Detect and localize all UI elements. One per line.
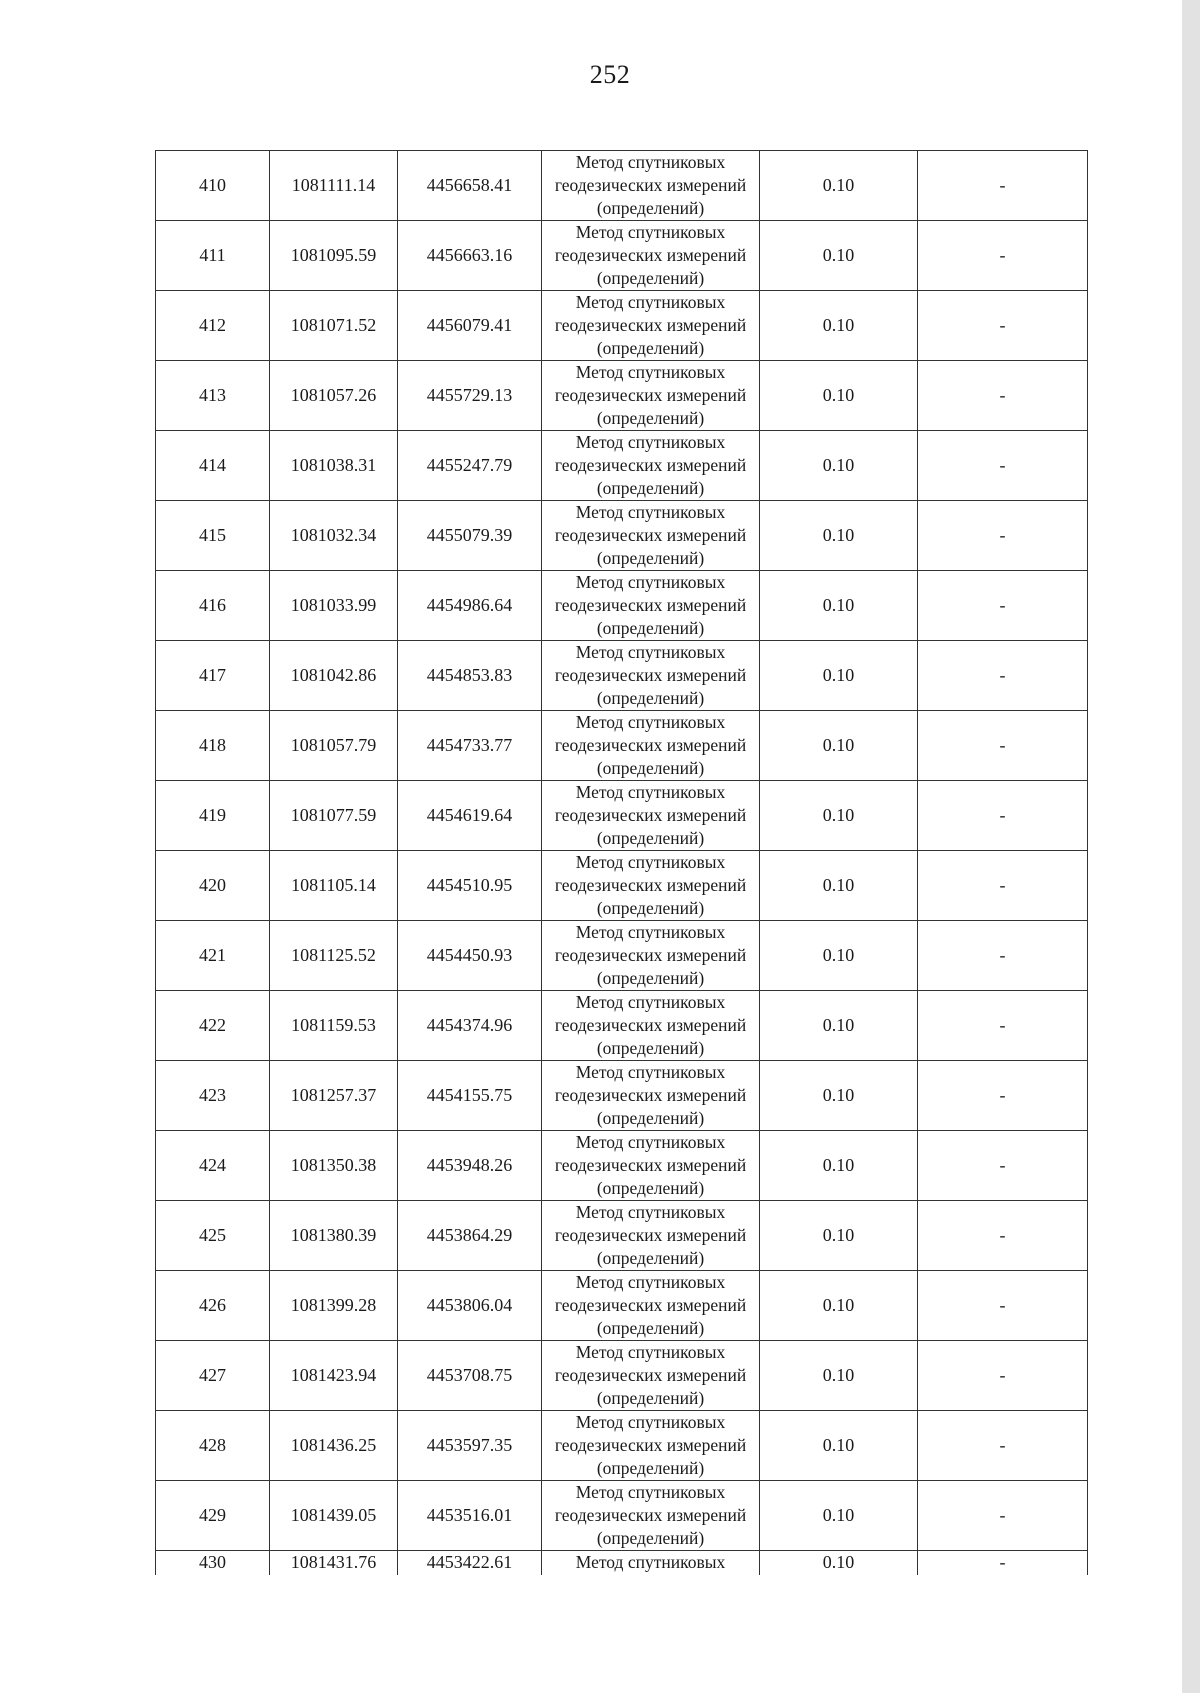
- point-number-cell: 420: [156, 851, 270, 921]
- table-row: [156, 1131, 1088, 1201]
- point-number-cell: 428: [156, 1411, 270, 1481]
- method-cell: Метод спутниковых: [542, 1551, 760, 1575]
- coordinate-x-cell: 1081105.14: [270, 851, 398, 921]
- method-text-line3: (определений): [596, 828, 705, 848]
- method-text-line2: геодезических измерений: [554, 595, 747, 615]
- method-text-line3: (определений): [596, 1108, 705, 1128]
- coordinate-y-cell: 4453708.75: [398, 1341, 542, 1411]
- description-cell: -: [918, 1201, 1088, 1271]
- coordinate-y-cell: 4453806.04: [398, 1271, 542, 1341]
- coordinate-x-cell: 1081095.59: [270, 221, 398, 291]
- method-text-line3: (определений): [596, 1458, 705, 1478]
- method-text-line2: геодезических измерений: [554, 1365, 747, 1385]
- description-cell: -: [918, 1271, 1088, 1341]
- coordinate-y-cell: 4454450.93: [398, 921, 542, 991]
- point-number-cell: 425: [156, 1201, 270, 1271]
- method-text-line1: Метод спутниковых: [575, 1482, 726, 1502]
- coordinate-y-cell: 4454733.77: [398, 711, 542, 781]
- method-text-line2: геодезических измерений: [554, 1225, 747, 1245]
- accuracy-cell: 0.10: [760, 641, 918, 711]
- method-cell: [542, 221, 760, 291]
- method-cell: [542, 1341, 760, 1411]
- point-number-cell: 419: [156, 781, 270, 851]
- method-text-line3: (определений): [596, 618, 705, 638]
- method-text-line1: Метод спутниковых: [575, 152, 726, 172]
- description-cell: -: [918, 1411, 1088, 1481]
- accuracy-cell: 0.10: [760, 151, 918, 221]
- point-number-cell: 414: [156, 431, 270, 501]
- description-cell: -: [918, 991, 1088, 1061]
- method-cell: [542, 1411, 760, 1481]
- table-row: [156, 1201, 1088, 1271]
- accuracy-cell: 0.10: [760, 1061, 918, 1131]
- description-cell: -: [918, 361, 1088, 431]
- point-number-cell: 424: [156, 1131, 270, 1201]
- method-text-line3: (определений): [596, 688, 705, 708]
- point-number-cell: 411: [156, 221, 270, 291]
- method-text-line1: Метод спутниковых: [575, 1272, 726, 1292]
- description-cell: -: [918, 151, 1088, 221]
- coordinate-x-cell: 1081423.94: [270, 1341, 398, 1411]
- table-row: [156, 921, 1088, 991]
- description-cell: -: [918, 851, 1088, 921]
- method-text-line2: геодезических измерений: [554, 245, 747, 265]
- method-text-line3: (определений): [596, 1318, 705, 1338]
- table-row: [156, 571, 1088, 641]
- method-cell: [542, 501, 760, 571]
- coordinate-y-cell: 4456079.41: [398, 291, 542, 361]
- method-cell: [542, 851, 760, 921]
- accuracy-cell: 0.10: [760, 991, 918, 1061]
- coordinate-x-cell: 1081439.05: [270, 1481, 398, 1551]
- table-row-partial: [156, 1551, 1088, 1575]
- coordinate-x-cell: 1081159.53: [270, 991, 398, 1061]
- table-row: [156, 291, 1088, 361]
- description-cell: -: [918, 1481, 1088, 1551]
- method-text-line1: Метод спутниковых: [575, 1202, 726, 1222]
- coordinate-x-cell: 1081057.26: [270, 361, 398, 431]
- method-text-line3: (определений): [596, 758, 705, 778]
- coordinate-y-cell: 4455247.79: [398, 431, 542, 501]
- table-row: [156, 1341, 1088, 1411]
- accuracy-cell: 0.10: [760, 361, 918, 431]
- coordinate-x-cell: 1081042.86: [270, 641, 398, 711]
- description-cell: -: [918, 571, 1088, 641]
- coordinates-table: [155, 150, 1088, 1575]
- method-text-line2: геодезических измерений: [554, 315, 747, 335]
- method-text-line2: геодезических измерений: [554, 1505, 747, 1525]
- method-text-line2: геодезических измерений: [554, 945, 747, 965]
- coordinate-x-cell: 1081032.34: [270, 501, 398, 571]
- method-text-line2: геодезических измерений: [554, 175, 747, 195]
- description-cell: -: [918, 291, 1088, 361]
- coordinate-y-cell: 4455729.13: [398, 361, 542, 431]
- table-row: [156, 431, 1088, 501]
- coordinate-y-cell: 4453864.29: [398, 1201, 542, 1271]
- method-text-line3: (определений): [596, 1038, 705, 1058]
- table-row: [156, 221, 1088, 291]
- method-text-line3: (определений): [596, 1178, 705, 1198]
- coordinate-x-cell: 1081380.39: [270, 1201, 398, 1271]
- method-text-line2: геодезических измерений: [554, 1295, 747, 1315]
- table-row: [156, 1411, 1088, 1481]
- point-number-cell: 417: [156, 641, 270, 711]
- point-number-cell: 410: [156, 151, 270, 221]
- method-text-line3: (определений): [596, 408, 705, 428]
- method-cell: [542, 291, 760, 361]
- method-text-line1: Метод спутниковых: [575, 502, 726, 522]
- coordinate-x-cell: 1081038.31: [270, 431, 398, 501]
- point-number-cell: 426: [156, 1271, 270, 1341]
- coordinate-y-cell: 4454853.83: [398, 641, 542, 711]
- description-cell: -: [918, 1551, 1088, 1575]
- coordinate-y-cell: 4454155.75: [398, 1061, 542, 1131]
- page-number: 252: [589, 60, 631, 89]
- coordinate-x-cell: 1081350.38: [270, 1131, 398, 1201]
- method-cell: [542, 1201, 760, 1271]
- description-cell: -: [918, 711, 1088, 781]
- method-text-line2: геодезических измерений: [554, 455, 747, 475]
- description-cell: -: [918, 1341, 1088, 1411]
- scan-edge-strip: [1182, 0, 1200, 1693]
- description-cell: -: [918, 1131, 1088, 1201]
- coordinate-y-cell: 4454619.64: [398, 781, 542, 851]
- method-text-line2: геодезических измерений: [554, 735, 747, 755]
- method-text-line1: Метод спутниковых: [575, 782, 726, 802]
- accuracy-cell: 0.10: [760, 781, 918, 851]
- table-row: [156, 851, 1088, 921]
- coordinate-y-cell: 4454986.64: [398, 571, 542, 641]
- description-cell: -: [918, 781, 1088, 851]
- method-cell: [542, 1481, 760, 1551]
- coordinate-y-cell: 4453422.61: [398, 1551, 542, 1575]
- method-text-line3: (определений): [596, 898, 705, 918]
- method-cell: [542, 781, 760, 851]
- coordinate-y-cell: 4454374.96: [398, 991, 542, 1061]
- method-text-line2: геодезических измерений: [554, 385, 747, 405]
- method-text-line1: Метод спутниковых: [575, 1132, 726, 1152]
- point-number-cell: 422: [156, 991, 270, 1061]
- method-text-line2: геодезических измерений: [554, 1435, 747, 1455]
- method-text-line1: Метод спутниковых: [575, 1342, 726, 1362]
- coordinate-y-cell: 4454510.95: [398, 851, 542, 921]
- method-cell: [542, 711, 760, 781]
- method-text-line2: геодезических измерений: [554, 1155, 747, 1175]
- method-text-line3: (определений): [596, 268, 705, 288]
- description-cell: -: [918, 501, 1088, 571]
- table-row: [156, 501, 1088, 571]
- method-text-line1: Метод спутниковых: [575, 992, 726, 1012]
- method-text-line1: Метод спутниковых: [575, 432, 726, 452]
- accuracy-cell: 0.10: [760, 1131, 918, 1201]
- method-text-line3: (определений): [596, 338, 705, 358]
- coordinate-x-cell: 1081033.99: [270, 571, 398, 641]
- method-text-line2: геодезических измерений: [554, 1015, 747, 1035]
- method-text-line1: Метод спутниковых: [575, 712, 726, 732]
- method-cell: [542, 1131, 760, 1201]
- method-text-line2: геодезических измерений: [554, 1085, 747, 1105]
- method-text-line3: (определений): [596, 198, 705, 218]
- method-cell: [542, 1061, 760, 1131]
- method-text-line1: Метод спутниковых: [575, 222, 726, 242]
- method-cell: [542, 1271, 760, 1341]
- accuracy-cell: 0.10: [760, 291, 918, 361]
- method-text-line1: Метод спутниковых: [575, 922, 726, 942]
- coordinate-x-cell: 1081071.52: [270, 291, 398, 361]
- method-text-line2: геодезических измерений: [554, 875, 747, 895]
- method-text-line2: геодезических измерений: [554, 805, 747, 825]
- method-text-line1: Метод спутниковых: [575, 1412, 726, 1432]
- method-cell: [542, 921, 760, 991]
- table-row: [156, 1481, 1088, 1551]
- accuracy-cell: 0.10: [760, 1411, 918, 1481]
- accuracy-cell: 0.10: [760, 501, 918, 571]
- method-text-line1: Метод спутниковых: [575, 852, 726, 872]
- point-number-cell: 412: [156, 291, 270, 361]
- coordinate-x-cell: 1081257.37: [270, 1061, 398, 1131]
- method-cell: [542, 431, 760, 501]
- point-number-cell: 429: [156, 1481, 270, 1551]
- table-row: [156, 781, 1088, 851]
- coordinate-x-cell: 1081057.79: [270, 711, 398, 781]
- coordinate-x-cell: 1081111.14: [270, 151, 398, 221]
- method-text-line3: (определений): [596, 1528, 705, 1548]
- method-text-line1: Метод спутниковых: [575, 292, 726, 312]
- coordinate-y-cell: 4453597.35: [398, 1411, 542, 1481]
- method-cell: [542, 361, 760, 431]
- coordinate-y-cell: 4456663.16: [398, 221, 542, 291]
- point-number-cell: 415: [156, 501, 270, 571]
- method-text-line2: геодезических измерений: [554, 665, 747, 685]
- method-cell: [542, 991, 760, 1061]
- table-row: [156, 711, 1088, 781]
- method-text-line1: Метод спутниковых: [575, 362, 726, 382]
- point-number-cell: 416: [156, 571, 270, 641]
- accuracy-cell: 0.10: [760, 921, 918, 991]
- method-text-line3: (определений): [596, 1248, 705, 1268]
- method-text-line3: (определений): [596, 548, 705, 568]
- description-cell: -: [918, 431, 1088, 501]
- coordinate-y-cell: 4455079.39: [398, 501, 542, 571]
- description-cell: -: [918, 1061, 1088, 1131]
- accuracy-cell: 0.10: [760, 1481, 918, 1551]
- table-row: [156, 1271, 1088, 1341]
- coordinate-y-cell: 4456658.41: [398, 151, 542, 221]
- accuracy-cell: 0.10: [760, 711, 918, 781]
- table-row: [156, 151, 1088, 221]
- method-cell: [542, 151, 760, 221]
- method-text-line3: (определений): [596, 1388, 705, 1408]
- accuracy-cell: 0.10: [760, 1341, 918, 1411]
- accuracy-cell: 0.10: [760, 221, 918, 291]
- coordinate-x-cell: 1081431.76: [270, 1551, 398, 1575]
- coordinate-x-cell: 1081077.59: [270, 781, 398, 851]
- coordinate-x-cell: 1081399.28: [270, 1271, 398, 1341]
- coordinate-x-cell: 1081436.25: [270, 1411, 398, 1481]
- accuracy-cell: 0.10: [760, 851, 918, 921]
- table-row: [156, 1061, 1088, 1131]
- accuracy-cell: 0.10: [760, 1201, 918, 1271]
- description-cell: -: [918, 921, 1088, 991]
- coordinates-table-body: [156, 151, 1088, 1575]
- method-text-line3: (определений): [596, 478, 705, 498]
- point-number-cell: 418: [156, 711, 270, 781]
- table-row: [156, 641, 1088, 711]
- point-number-cell: 430: [156, 1551, 270, 1575]
- coordinate-y-cell: 4453516.01: [398, 1481, 542, 1551]
- accuracy-cell: 0.10: [760, 571, 918, 641]
- description-cell: -: [918, 641, 1088, 711]
- accuracy-cell: 0.10: [760, 1271, 918, 1341]
- point-number-cell: 413: [156, 361, 270, 431]
- coordinate-y-cell: 4453948.26: [398, 1131, 542, 1201]
- method-text-line2: геодезических измерений: [554, 525, 747, 545]
- accuracy-cell: 0.10: [760, 431, 918, 501]
- table-row: [156, 361, 1088, 431]
- table-row: [156, 991, 1088, 1061]
- accuracy-cell: 0.10: [760, 1551, 918, 1575]
- method-text-line1: Метод спутниковых: [575, 572, 726, 592]
- point-number-cell: 421: [156, 921, 270, 991]
- method-text-line1: Метод спутниковых: [575, 642, 726, 662]
- method-cell: [542, 571, 760, 641]
- method-cell: [542, 641, 760, 711]
- point-number-cell: 427: [156, 1341, 270, 1411]
- description-cell: -: [918, 221, 1088, 291]
- method-text-line1: Метод спутниковых: [575, 1062, 726, 1082]
- method-text-line3: (определений): [596, 968, 705, 988]
- point-number-cell: 423: [156, 1061, 270, 1131]
- coordinate-x-cell: 1081125.52: [270, 921, 398, 991]
